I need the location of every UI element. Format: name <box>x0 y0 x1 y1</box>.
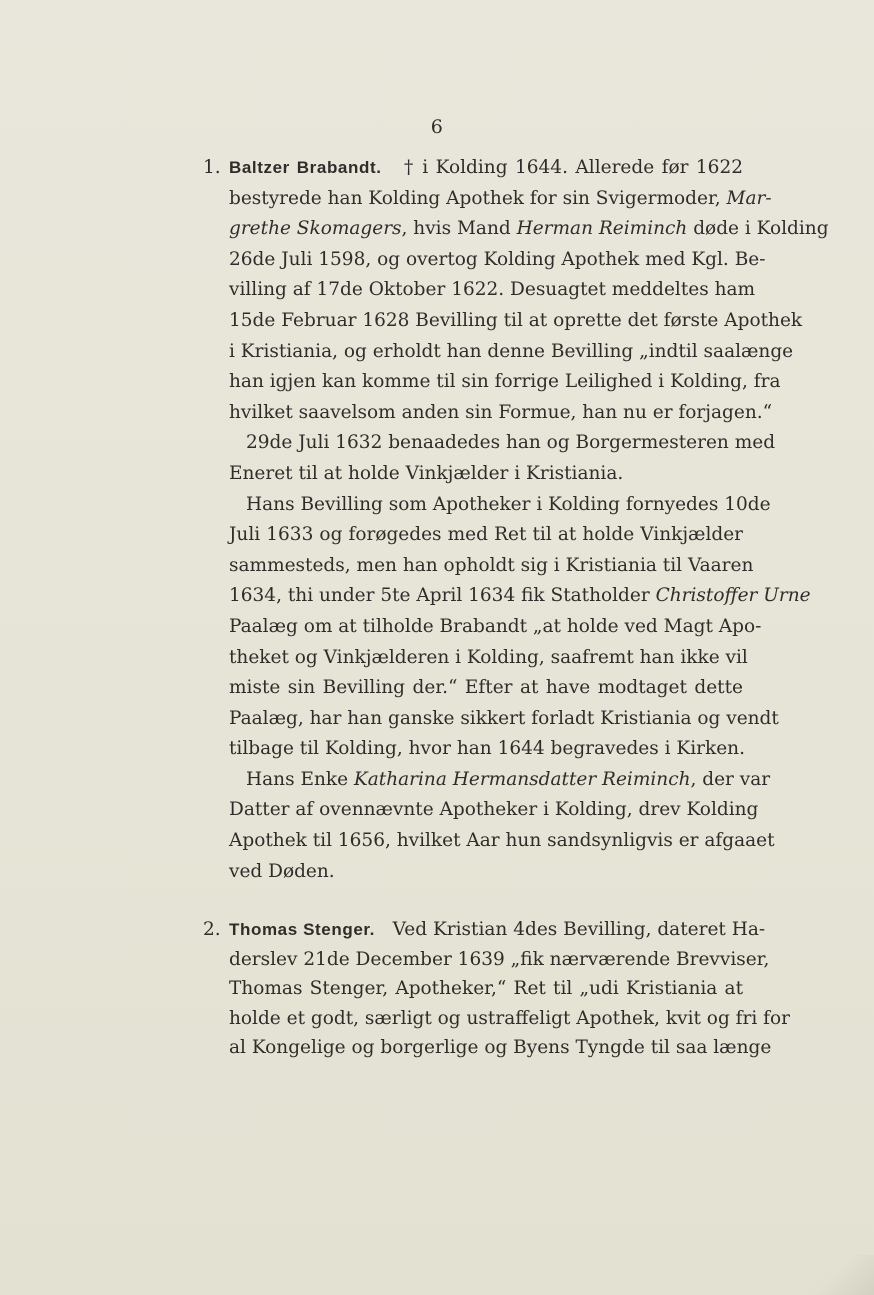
page-edge-shadow <box>754 1255 874 1295</box>
text-line: ved Døden. <box>229 860 335 882</box>
text-line: bestyrede han Kolding Apothek for sin Svigermoder, Mar- <box>229 187 772 209</box>
text-line: Apothek til 1656, hvilket Aar hun sandsynligvis er afgaaet <box>229 830 775 852</box>
text-line: miste sin Bevilling der.“ Efter at have modtaget dette <box>229 677 743 699</box>
italic-name: Mar- <box>726 187 772 209</box>
text-line: sammesteds, men han opholdt sig i Kristiania til Vaaren <box>229 554 754 576</box>
text-line: theket og Vinkjælderen i Kolding, saafremt han ikke vil <box>229 646 748 668</box>
italic-name: Herman Reiminch <box>516 218 688 240</box>
text-line: villing af 17de Oktober 1622. Desuagtet meddeltes ham <box>229 279 756 301</box>
text-line: derslev 21de December 1639 „fik nærværende Brevviser, <box>229 948 770 970</box>
text-line: i Kristiania, og erholdt han denne Bevilling „indtil saalænge <box>229 340 794 362</box>
text-line: Paalæg, har han ganske sikkert forladt Kristiania og vendt <box>229 707 779 729</box>
text-line: tilbage til Kolding, hvor han 1644 begravedes i Kirken. <box>229 738 745 760</box>
text-line: 29de Juli 1632 benaadedes han og Borgermesteren med <box>246 432 776 454</box>
italic-name: grethe Skomagers <box>229 218 402 240</box>
italic-name: Katharina Hermansdatter Reiminch <box>353 768 691 790</box>
text-line: 26de Juli 1598, og overtog Kolding Apothek med Kgl. Be- <box>229 248 766 270</box>
text-line: Hans Enke Katharina Hermansdatter Reiminch, der var <box>246 768 771 790</box>
entry-thomas-stenger <box>0 915 874 1063</box>
text-line: 1634, thi under 5te April 1634 fik Statholder Christoffer Urne <box>229 585 811 607</box>
text-line: Hans Bevilling som Apotheker i Kolding fornyedes 10de <box>246 493 771 515</box>
text-line: grethe Skomagers, hvis Mand Herman Reiminch døde i Kolding <box>229 218 829 240</box>
text-line: Juli 1633 og forøgedes med Ret til at holde Vinkjælder <box>229 524 743 546</box>
text-line: Paalæg om at tilholde Brabandt „at holde ved Magt Apo- <box>229 615 762 637</box>
text-line: holde et godt, særligt og ustraffeligt Apothek, kvit og fri for <box>229 1007 790 1029</box>
text-line: Thomas Stenger, Apotheker,“ Ret til „udi Kristiania at <box>229 978 743 999</box>
text-line: 15de Februar 1628 Bevilling til at oprette det første Apothek <box>229 309 803 331</box>
page-number: 6 <box>430 116 444 138</box>
text-line: han igjen kan komme til sin forrige Leilighed i Kolding, fra <box>229 371 781 393</box>
text-line: Datter af ovennævnte Apotheker i Kolding, drev Kolding <box>229 799 759 821</box>
text-line: 1. Baltzer Brabandt. † i Kolding 1644. Allerede før 1622 <box>0 153 743 184</box>
text-line: 2. Thomas Stenger. Ved Kristian 4des Bevilling, dateret Ha- <box>0 915 743 945</box>
text-line: Eneret til at holde Vinkjælder i Kristiania. <box>229 462 624 484</box>
italic-name: Christoffer Urne <box>655 585 811 607</box>
text-line: hvilket saavelsom anden sin Formue, han nu er forjagen.“ <box>229 401 773 423</box>
entry-number: 2. <box>203 919 221 940</box>
entry-name: Baltzer Brabandt. <box>229 158 382 177</box>
entry-name: Thomas Stenger. <box>229 920 375 939</box>
text-line: al Kongelige og borgerlige og Byens Tyngde til saa længe <box>229 1037 772 1058</box>
entry-number: 1. <box>203 157 221 178</box>
entry-baltzer-brabandt <box>0 153 874 887</box>
